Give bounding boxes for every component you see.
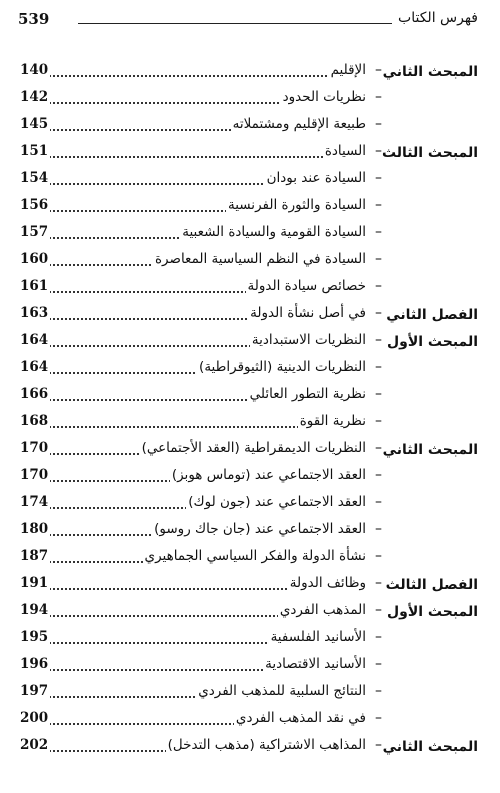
toc-row xyxy=(20,413,478,440)
toc-row xyxy=(20,305,478,332)
toc-row xyxy=(20,440,478,467)
toc-entry xyxy=(20,332,366,354)
toc-entry-title: المذهب الفردي xyxy=(279,602,366,618)
toc-page-number: 160 xyxy=(20,251,49,267)
toc-entry xyxy=(20,143,366,165)
toc-page-number: 191 xyxy=(20,575,49,591)
toc-page-number: 164 xyxy=(20,332,49,348)
toc-row xyxy=(20,629,478,656)
toc-row xyxy=(20,359,478,386)
toc-entry xyxy=(20,116,366,138)
toc-entry-title: الأسانيد الفلسفية xyxy=(270,629,366,645)
toc-entry xyxy=(20,278,366,300)
toc-row xyxy=(20,116,478,143)
toc-entry xyxy=(20,89,366,111)
toc-page-number: 180 xyxy=(20,521,49,537)
toc-entry xyxy=(20,575,366,597)
toc-entry xyxy=(20,359,366,381)
toc-dash: – xyxy=(375,413,382,429)
toc-entry-title: السيادة والثورة الفرنسية xyxy=(227,197,366,213)
toc-entry xyxy=(20,602,366,624)
toc-page-number: 197 xyxy=(20,683,49,699)
toc-dash: – xyxy=(375,89,382,105)
toc-page-number: 196 xyxy=(20,656,49,672)
toc-page-number: 161 xyxy=(20,278,49,294)
toc-row xyxy=(20,62,478,89)
toc-entry-title: المذاهب الاشتراكية (مذهب التدخل) xyxy=(167,737,366,753)
toc-dash: – xyxy=(375,197,382,213)
toc-row xyxy=(20,737,478,764)
toc-entry-title: النظريات الاستبدادية xyxy=(251,332,366,348)
toc-row xyxy=(20,656,478,683)
toc-entry-title: في أصل نشأة الدولة xyxy=(250,305,366,321)
toc-heading: المبحث الأول xyxy=(386,334,478,350)
toc-row xyxy=(20,575,478,602)
toc-row xyxy=(20,683,478,710)
toc-entry xyxy=(20,440,366,462)
toc-row xyxy=(20,386,478,413)
toc-entry-title: السيادة xyxy=(324,143,366,159)
toc-dash: – xyxy=(375,467,382,483)
toc-entry xyxy=(20,224,366,246)
toc-entry xyxy=(20,305,366,327)
toc-entry-title: في نقد المذهب الفردي xyxy=(235,710,366,726)
toc-page-number: 170 xyxy=(20,440,49,456)
toc-page-number: 164 xyxy=(20,359,49,375)
toc-entry xyxy=(20,251,366,273)
toc-entry-title: الأسانيد الاقتصادية xyxy=(265,656,366,672)
toc-entry xyxy=(20,467,366,489)
toc-entry-title: النتائج السلبية للمذهب الفردي xyxy=(198,683,366,699)
toc-page-number: 156 xyxy=(20,197,49,213)
toc-heading: الفصل الثالث xyxy=(385,577,478,593)
toc-row xyxy=(20,602,478,629)
toc-entry xyxy=(20,656,366,678)
toc-row xyxy=(20,170,478,197)
toc-entry-title: النظريات الديمقراطية (العقد الأجتماعي) xyxy=(141,440,366,456)
toc-dash: – xyxy=(375,305,382,321)
toc-row xyxy=(20,251,478,278)
page-number: 539 xyxy=(18,10,50,28)
toc-row xyxy=(20,467,478,494)
toc-dash: – xyxy=(375,440,382,456)
dot-leader xyxy=(46,156,366,158)
toc-entry xyxy=(20,629,366,651)
toc-heading: المبحث الثاني xyxy=(382,64,478,80)
toc-entry-title: خصائص سيادة الدولة xyxy=(247,278,366,294)
toc-dash: – xyxy=(375,224,382,240)
toc-row xyxy=(20,332,478,359)
toc-page-number: 163 xyxy=(20,305,49,321)
toc-row xyxy=(20,710,478,737)
table-of-contents xyxy=(20,62,478,764)
toc-page-number: 145 xyxy=(20,116,49,132)
dot-leader xyxy=(46,75,366,77)
toc-row xyxy=(20,143,478,170)
toc-row xyxy=(20,278,478,305)
toc-heading: المبحث الثاني xyxy=(382,739,478,755)
toc-entry xyxy=(20,62,366,84)
toc-dash: – xyxy=(375,575,382,591)
toc-entry-title: العقد الاجتماعي عند (جان جاك روسو) xyxy=(154,521,366,537)
toc-entry xyxy=(20,737,366,759)
toc-entry-title: نشأة الدولة والفكر السياسي الجماهيري xyxy=(144,548,366,564)
toc-dash: – xyxy=(375,251,382,267)
toc-entry-title: السيادة القومية والسيادة الشعبية xyxy=(182,224,366,240)
toc-entry xyxy=(20,683,366,705)
toc-entry-title: العقد الاجتماعي عند (توماس هوبز) xyxy=(171,467,366,483)
toc-entry xyxy=(20,548,366,570)
toc-entry xyxy=(20,710,366,732)
toc-entry-title: طبيعة الإقليم ومشتملاته xyxy=(232,116,366,132)
toc-entry xyxy=(20,521,366,543)
header-rule xyxy=(78,23,392,24)
toc-heading: المبحث الأول xyxy=(386,604,478,620)
toc-row xyxy=(20,224,478,251)
toc-entry xyxy=(20,494,366,516)
toc-dash: – xyxy=(375,629,382,645)
toc-entry-title: النظريات الدينية (الثيوقراطية) xyxy=(199,359,366,375)
toc-page-number: 200 xyxy=(20,710,49,726)
toc-row xyxy=(20,521,478,548)
running-title: فهرس الكتاب xyxy=(398,10,478,26)
toc-page-number: 187 xyxy=(20,548,49,564)
toc-dash: – xyxy=(375,656,382,672)
toc-dash: – xyxy=(375,602,382,618)
toc-row xyxy=(20,197,478,224)
toc-heading: المبحث الثالث xyxy=(381,145,478,161)
toc-page-number: 174 xyxy=(20,494,49,510)
toc-dash: – xyxy=(375,143,382,159)
toc-page-number: 154 xyxy=(20,170,49,186)
toc-page-number: 157 xyxy=(20,224,49,240)
toc-dash: – xyxy=(375,332,382,348)
toc-row xyxy=(20,494,478,521)
toc-dash: – xyxy=(375,278,382,294)
toc-row xyxy=(20,548,478,575)
toc-page-number: 194 xyxy=(20,602,49,618)
toc-entry xyxy=(20,170,366,192)
toc-entry-title: نظرية القوة xyxy=(299,413,366,429)
toc-page-number: 202 xyxy=(20,737,49,753)
toc-dash: – xyxy=(375,494,382,510)
toc-entry-title: السيادة عند بودان xyxy=(266,170,366,186)
toc-entry-title: الإقليم xyxy=(330,62,366,78)
toc-entry-title: نظرية التطور العائلي xyxy=(249,386,366,402)
toc-dash: – xyxy=(375,710,382,726)
toc-dash: – xyxy=(375,521,382,537)
toc-entry-title: السيادة في النظم السياسية المعاصرة xyxy=(154,251,366,267)
toc-heading: المبحث الثاني xyxy=(382,442,478,458)
toc-entry-title: نظريات الحدود xyxy=(282,89,366,105)
toc-entry-title: وظائف الدولة xyxy=(289,575,366,591)
toc-heading: الفصل الثاني xyxy=(386,307,478,323)
toc-page-number: 142 xyxy=(20,89,49,105)
toc-dash: – xyxy=(375,62,382,78)
page-header xyxy=(18,10,478,32)
toc-page-number: 151 xyxy=(20,143,49,159)
toc-entry-title: العقد الاجتماعي عند (جون لوك) xyxy=(188,494,366,510)
toc-entry xyxy=(20,386,366,408)
toc-page-number: 195 xyxy=(20,629,49,645)
toc-dash: – xyxy=(375,386,382,402)
toc-dash: – xyxy=(375,170,382,186)
toc-entry xyxy=(20,197,366,219)
toc-dash: – xyxy=(375,737,382,753)
toc-page-number: 168 xyxy=(20,413,49,429)
toc-row xyxy=(20,89,478,116)
toc-page-number: 140 xyxy=(20,62,49,78)
toc-entry xyxy=(20,413,366,435)
toc-dash: – xyxy=(375,683,382,699)
toc-page-number: 170 xyxy=(20,467,49,483)
toc-dash: – xyxy=(375,548,382,564)
toc-dash: – xyxy=(375,359,382,375)
toc-page-number: 166 xyxy=(20,386,49,402)
toc-dash: – xyxy=(375,116,382,132)
